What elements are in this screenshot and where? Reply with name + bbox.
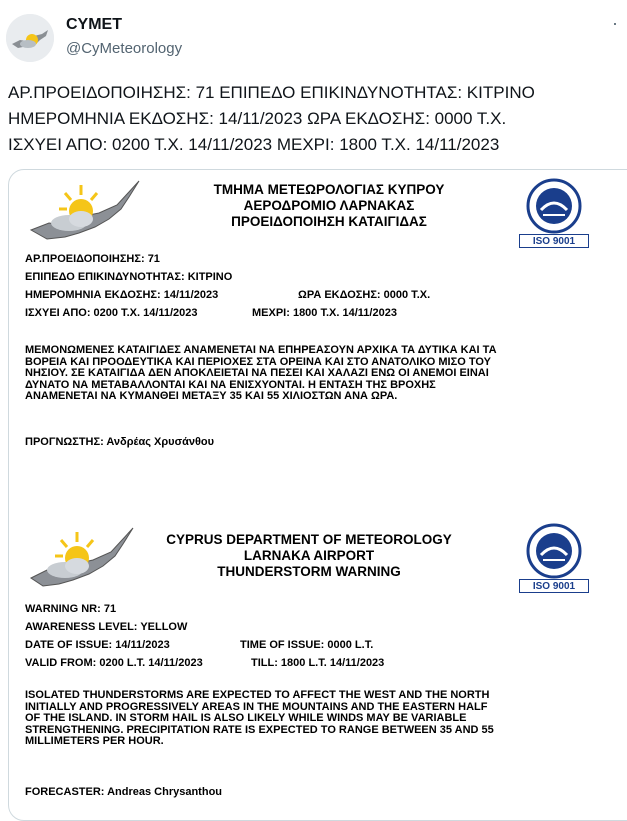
body-line: INITIALLY AND PROGRESSIVELY AREAS IN THE MOUNTAINS AND THE EASTERN HALF xyxy=(25,700,488,713)
iso-seal-icon xyxy=(519,523,589,579)
body-line: ISOLATED THUNDERSTORMS ARE EXPECTED TO AFFECT THE WEST AND THE NORTH xyxy=(25,689,490,701)
body-line: ΑΝΑΜΕΝΕΤΑΙ ΝΑ ΚΥΜΑΝΘΕΙ ΜΕΤΑΞΥ 35 ΚΑΙ 55 ΧΙΛΙΟΣΤΩΝ ΑΝΑ ΩΡΑ. xyxy=(25,390,398,402)
warning-number: ΑΡ.ΠΡΟΕΙΔΟΠΟΙΗΣΗΣ: 71 xyxy=(25,253,160,265)
tweet-line: ΗΜΕΡΟΜΗΝΙΑ ΕΚΔΟΣΗΣ: 14/11/2023 ΩΡΑ ΕΚΔΟΣΗΣ: 0000 Τ.Χ. xyxy=(8,109,507,128)
warning-body-greek xyxy=(25,345,497,403)
cyprus-logo-icon xyxy=(6,14,54,62)
valid-from: ΙΣΧΥΕΙ ΑΠΟ: 0200 Τ.Χ. 14/11/2023 xyxy=(25,307,198,319)
time-of-issue: TIME OF ISSUE: 0000 L.T. xyxy=(240,639,374,651)
iso-certification-badge xyxy=(519,178,589,250)
title-line: ΠΡΟΕΙΔΟΠΟΙΗΣΗ ΚΑΤΑΙΓΙΔΑΣ xyxy=(231,214,427,229)
warning-body-english xyxy=(25,690,494,748)
body-line: ΝΗΣΙΟΥ. ΣΕ ΚΑΤΑΙΓΙΔΑ ΔΕΝ ΑΠΟΚΛΕΙΕΤΑΙ ΝΑ ΠΕΣΕΙ ΚΑΙ ΧΑΛΑΖΙ ΕΝΩ ΟΙ ΑΝΕΜΟΙ ΕΙΝΑΙ xyxy=(25,367,489,379)
body-line: OF THE ISLAND. IN STORM HAIL IS ALSO LIKELY WHILE WINDS MAY BE VARIABLE xyxy=(25,712,467,724)
tweet-media-image[interactable] xyxy=(8,169,627,821)
iso-label: ISO 9001 xyxy=(519,579,589,593)
body-line: ΜΕΜΟΝΩΜΕΝΕΣ ΚΑΤΑΙΓΙΔΕΣ ΑΝΑΜΕΝΕΤΑΙ ΝΑ ΕΠΗΡΕΑΣΟΥΝ ΑΡΧΙΚΑ ΤΑ ΔΥΤΙΚΑ ΚΑΙ ΤΑ xyxy=(25,344,497,356)
body-line: ΒΟΡΕΙΑ ΚΑΙ ΠΡΟΟΔΕΥΤΙΚΑ ΚΑΙ ΠΕΡΙΟΧΕΣ ΣΤΑ ΟΡΕΙΝΑ ΚΑΙ ΣΤΟ ΑΝΑΤΟΛΙΚΟ ΜΙΣΟ ΤΟΥ xyxy=(25,355,491,368)
doc-title-greek xyxy=(179,182,479,230)
title-line: THUNDERSTORM WARNING xyxy=(217,564,401,579)
body-line: ΔΥΝΑΤΟ ΝΑ ΜΕΤΑΒΑΛΛΟΝΤΑΙ ΚΑΙ ΝΑ ΕΝΙΣΧΥΟΝΤΑΙ. Η ΕΝΤΑΣΗ ΤΗΣ ΒΡΟΧΗΣ xyxy=(25,378,436,391)
tweet-text xyxy=(8,80,620,158)
forecaster-english: FORECASTER: Andreas Chrysanthou xyxy=(25,786,223,798)
user-handle[interactable]: @CyMeteorology xyxy=(66,40,183,57)
time-of-issue: ΩΡΑ ΕΚΔΟΣΗΣ: 0000 Τ.Χ. xyxy=(298,289,431,301)
valid-from: VALID FROM: 0200 L.T. 14/11/2023 xyxy=(25,657,203,669)
avatar[interactable] xyxy=(6,14,54,62)
title-line: LARNAKA AIRPORT xyxy=(243,548,375,563)
body-line: STRENGTHENING. PRECIPITATION RATE IS EXPECTED TO RANGE BETWEEN 35 AND 55 xyxy=(25,723,494,736)
forecaster-greek: ΠΡΟΓΝΩΣΤΗΣ: Ανδρέας Χρυσάνθου xyxy=(25,436,215,448)
tweet-header xyxy=(0,0,627,72)
iso-label: ISO 9001 xyxy=(519,234,589,248)
title-line: ΑΕΡΟΔΡΟΜΙΟ ΛΑΡΝΑΚΑΣ xyxy=(243,198,415,213)
more-options-icon[interactable]: · xyxy=(612,13,618,33)
tweet-line: ΑΡ.ΠΡΟΕΙΔΟΠΟΙΗΣΗΣ: 71 ΕΠΙΠΕΔΟ ΕΠΙΚΙΝΔΥΝΟΤΗΤΑΣ: ΚΙΤΡΙΝΟ xyxy=(8,83,535,102)
met-service-logo-icon xyxy=(29,520,139,602)
display-name[interactable]: CYMET xyxy=(66,16,122,33)
title-line: CYPRUS DEPARTMENT OF METEOROLOGY xyxy=(166,532,452,547)
date-of-issue: DATE OF ISSUE: 14/11/2023 xyxy=(25,639,170,651)
awareness-level: ΕΠΙΠΕΔΟ ΕΠΙΚΙΝΔΥΝΟΤΗΤΑΣ: ΚΙΤΡΙΝΟ xyxy=(25,271,233,283)
warning-number: WARNING NR: 71 xyxy=(25,603,117,615)
body-line: MILLIMETERS PER HOUR. xyxy=(25,735,164,747)
doc-title-english xyxy=(159,532,459,580)
date-of-issue: ΗΜΕΡΟΜΗΝΙΑ ΕΚΔΟΣΗΣ: 14/11/2023 xyxy=(25,289,219,301)
valid-till: ΜΕΧΡΙ: 1800 Τ.Χ. 14/11/2023 xyxy=(252,307,397,319)
warning-document xyxy=(9,170,627,801)
valid-till: TILL: 1800 L.T. 14/11/2023 xyxy=(251,657,385,669)
awareness-level: AWARENESS LEVEL: YELLOW xyxy=(25,621,188,633)
iso-seal-icon xyxy=(519,178,589,234)
iso-certification-badge xyxy=(519,523,589,595)
tweet-line: ΙΣΧΥΕΙ ΑΠΟ: 0200 Τ.Χ. 14/11/2023 ΜΕΧΡΙ: 1800 Τ.Χ. 14/11/2023 xyxy=(8,135,500,154)
met-service-logo-icon xyxy=(29,175,149,255)
title-line: ΤΜΗΜΑ ΜΕΤΕΩΡΟΛΟΓΙΑΣ ΚΥΠΡΟΥ xyxy=(213,182,445,197)
